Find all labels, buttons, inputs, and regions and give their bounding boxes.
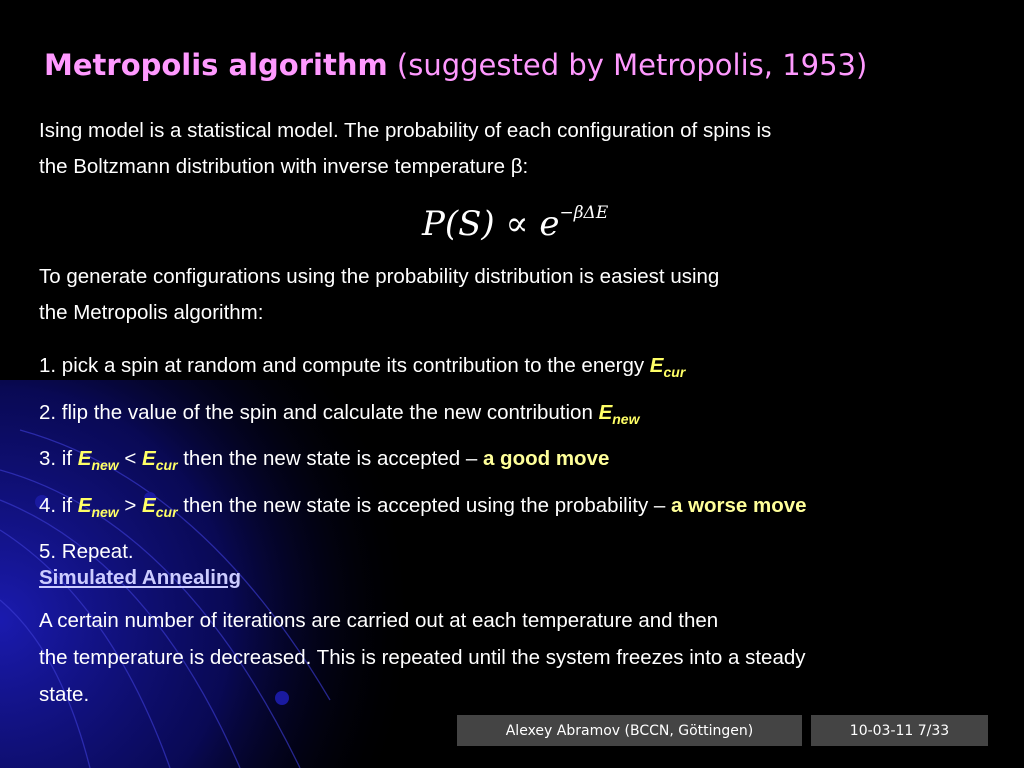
annealing-line-3: state. [39,683,90,706]
step-1-variable [649,354,686,380]
step-5: 5. Repeat. [39,540,134,563]
step-3 [39,439,807,486]
step-3-variable-1 [77,447,119,473]
annealing-line-1: A certain number of iterations are carried out at each temperature and then [39,609,719,632]
intro-line-1: Ising model is a statistical model. The probability of each configuration of spins is [39,119,772,142]
title-subtitle: (suggested by Metropolis, 1953) [396,48,868,82]
step-4 [39,486,807,533]
formula-proportional-symbol: ∝ [505,204,529,244]
variable-symbol: E [77,447,92,470]
title-main: Metropolis algorithm [44,48,388,82]
variable-subscript: new [91,457,119,473]
step-2-text: 2. flip the value of the spin and calculate the new contribution [39,400,599,424]
step-1 [39,346,807,393]
formula-exponent: −βΔE [559,203,609,223]
step-3-variable-2 [142,447,178,473]
footer-author: Alexey Abramov (BCCN, Göttingen) [457,715,802,746]
footer-date-page: 10-03-11 7/33 [811,715,988,746]
variable-subscript: new [612,410,640,427]
step-4-operator: > [118,493,143,517]
step-4-variable-2 [142,493,178,520]
simulated-annealing-link[interactable]: Simulated Annealing [39,566,241,589]
step-4-text: then the new state is accepted using the probability – [177,493,671,517]
step-4-prefix: 4. if [39,493,78,517]
generate-line-2: the Metropolis algorithm: [39,301,264,324]
intro-paragraph [39,113,771,185]
step-2 [39,393,807,440]
variable-subscript: cur [155,457,178,473]
step-4-highlight: a worse move [670,493,807,517]
intro-line-2: the Boltzmann distribution with inverse temperature β: [39,155,529,178]
slide-title [44,48,867,82]
step-3-prefix: 3. if [39,447,78,470]
variable-subscript: cur [663,364,686,380]
variable-subscript: new [91,503,119,520]
formula-lhs: P(S) [422,204,495,244]
variable-symbol: E [649,354,664,377]
annealing-line-2: the temperature is decreased. This is repeated until the system freezes into a steady [39,646,806,669]
step-2-variable [598,400,640,427]
generate-line-1: To generate configurations using the probability distribution is easiest using [39,265,720,288]
boltzmann-formula [422,203,608,244]
step-3-highlight: a good move [482,447,610,470]
generate-paragraph [39,259,719,331]
step-3-operator: < [118,447,143,470]
formula-base: e [539,204,560,244]
variable-subscript: cur [155,503,178,520]
algorithm-steps [39,346,807,573]
variable-symbol: E [142,447,156,470]
annealing-paragraph [39,602,806,713]
step-1-text: 1. pick a spin at random and compute its contribution to the energy [39,354,650,377]
step-4-variable-1 [77,493,119,520]
variable-symbol: E [598,400,613,424]
step-3-text: then the new state is accepted – [177,447,483,470]
variable-symbol: E [77,493,92,517]
variable-symbol: E [142,493,156,517]
